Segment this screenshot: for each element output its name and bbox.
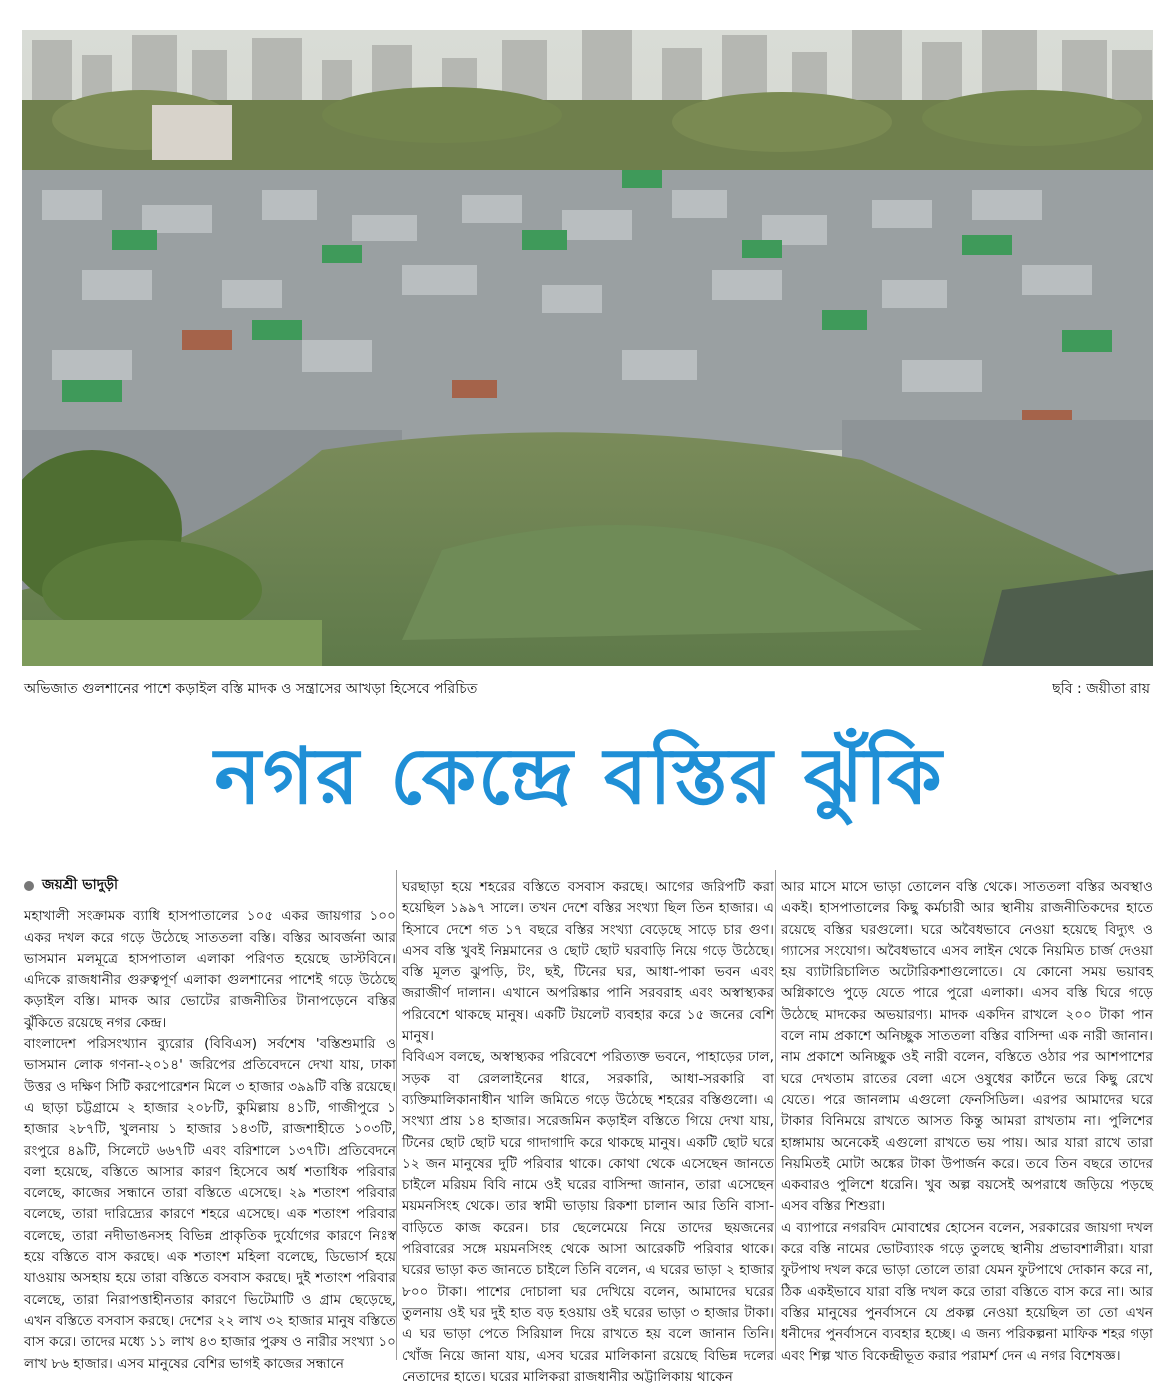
paragraph: বাংলাদেশ পরিসংখ্যান ব্যুরোর (বিবিএস) সর্বশেষ 'বস্তিশুমারি ও ভাসমান লোক গণনা-২০১৪' জরিপের প্রতিবেদনে দেখা যায়, ঢাকা উত্তর ও দক্ষিণ সিটি করপোরেশন মিলে ৩ হাজার ৩৯৯টি বস্তি রয়েছে। এ ছাড়া চট্টগ্রামে ২ হাজার ২০৮টি, কুমিল্লায় ৪১টি, গাজীপুরে ১ হাজার ২৮৭টি, খুলনায় ১ হাজার ১৪৩টি, রাজশাহীতে ১০৩টি, রংপুরে ৪৯টি, সিলেটে ৬৬৭টি এবং বরিশালে ১৩৭টি। প্রতিবেদনে বলা হয়েছে, বস্তিতে আসার কারণ হিসেবে অর্ধ শতাধিক পরিবার বলেছে, কাজের সন্ধানে তারা বস্তিতে এসেছে। ২৯ শতাংশ পরিবার বলেছে, তারা দারিদ্র্যের কারণে শহরে এসেছে। এক শতাংশ পরিবার বলেছে, তারা নদীভাঙনসহ বিভিন্ন প্রাকৃতিক দুর্যোগের কারণে নিঃস্ব হয়ে বস্তিতে বাস করছে। এক শতাংশ মহিলা বলেছে, ডিভোর্স হয়ে যাওয়ায় অসহায় হয়ে তারা বস্তিতে বসবাস করছে। দুই শতাংশ পরিবার বলেছে, তারা নিরাপত্তাহীনতার কারণে ভিটেমাটি ও গ্রাম ছেড়েছে, এখন বস্তিতে বসবাস করছে। দেশের ২২ লাখ ৩২ হাজার মানুষ বস্তিতে বাস করে। তাদের মধ্যে ১১ লাখ ৪৩ হাজার পুরুষ ও নারীর সংখ্যা ১০ লাখ ৮৬ হাজার। এসব মানুষের বেশির ভাগই কাজের সন্ধানে [24,1036,396,1372]
paragraph: এ ব্যাপারে নগরবিদ মোবাশ্বের হোসেন বলেন, সরকারের জায়গা দখল করে বস্তি নামের ভোটব্যাংক গড়ে তুলছে স্থানীয় প্রভাবশালীরা। যারা ফুটপাথ দখল করে ভাড়া তোলে তারা যেমন ফুটপাথে দোকান করে না, ঠিক একইভাবে যারা বস্তি দখল করে তারা বস্তিতে বাস করে না। আর বস্তির মানুষের পুনর্বাসনে যে প্রকল্প নেওয়া হয়েছিল তা তো এখন ধনীদের পুনর্বাসনে ব্যবহার হচ্ছে। এ জন্য পরিকল্পনা মাফিক শহর গড়া এবং শিল্প খাত বিকেন্দ্রীভূত করার পরামর্শ দেন এ নগর বিশেষজ্ঞ। [781,1219,1153,1364]
author-name: জয়শ্রী ভাদুড়ী [42,877,119,893]
paragraph: আর মাসে মাসে ভাড়া তোলেন বস্তি থেকে। সাততলা বস্তির অবস্থাও একই। হাসপাতালের কিছু কর্মচারী আর স্থানীয় রাজনীতিকদের হাতে রয়েছে বস্তির ঘরগুলো। ঘরে অবৈধভাবে নেওয়া হয়েছে বিদ্যুৎ ও গ্যাসের সংযোগ। অবৈধভাবে এসব লাইন থেকে নিয়মিত চার্জ দেওয়া হয় ব্যাটারিচালিত অটোরিকশাগুলোতে। যে কোনো সময় ভয়াবহ অগ্নিকাণ্ডে পুড়ে যেতে পারে পুরো এলাকা। এসব বস্তি ঘিরে গড়ে উঠেছে মাদকের অভয়ারণ্য। মাদক একদিন রাখলে ২০০ টাকা পান বলে নাম প্রকাশে অনিচ্ছুক সাততলা বস্তির বাসিন্দা এক নারী জানান। নাম প্রকাশে অনিচ্ছুক ওই নারী বলেন, বস্তিতে ওঠার পর আশপাশের ঘরে দেখতাম রাতের বেলা এসে ওষুধের কার্টনে ভরে কিছু রেখে যেতে। পরে জানলাম এগুলো ফেনসিডিল। এরপর আমাদের ঘরে টাকার বিনিময়ে রাখতে আসত কিন্তু আমরা রাখতাম না। পুলিশের হাঙ্গামায় অনেকেই এগুলো রাখতে ভয় পায়। আর যারা রাখে তারা নিয়মিতই মোটা অঙ্কের টাকা উপার্জন করে। তবে তিন বছরে তাদের একবারও পুলিশে ধরেনি। খুব অল্প বয়সেই অপরাধে জড়িয়ে পড়ছে এসব বস্তির শিশুরা। [781,879,1153,1215]
column-divider [775,870,776,1360]
slum-aerial-photo [22,30,1153,666]
byline [24,875,396,896]
photo-credit: ছবি : জয়ীতা রায় [1052,681,1150,697]
photo-caption: অভিজাত গুলশানের পাশে কড়াইল বস্তি মাদক ও সন্ত্রাসের আখড়া হিসেবে পরিচিত [24,681,478,697]
paragraph: ঘরছাড়া হয়ে শহরের বস্তিতে বসবাস করছে। আগের জরিপটি করা হয়েছিল ১৯৯৭ সালে। তখন দেশে বস্তির সংখ্যা ছিল তিন হাজার। এ হিসাবে দেশে গত ১৭ বছরে বস্তির সংখ্যা বেড়েছে সাড়ে চার গুণ। এসব বস্তি খুবই নিম্নমানের ও ছোট ছোট ঘরবাড়ি নিয়ে গড়ে উঠেছে। বস্তি মূলত ঝুপড়ি, টং, ছই, টিনের ঘর, আধা-পাকা ভবন এবং জরাজীর্ণ দালান। এখানে অপরিষ্কার পানি সরবরাহ এবং অস্বাস্থ্যকর পরিবেশে থাকছে মানুষ। একটি টয়লেট ব্যবহার করে ১৫ জনের বেশি মানুষ। [402,879,774,1045]
article-column-2 [402,877,774,1388]
article-column-1 [24,875,396,1375]
bullet-icon [24,881,34,891]
paragraph: বিবিএস বলছে, অস্বাস্থ্যকর পরিবেশে পরিত্যক্ত ভবনে, পাহাড়ের ঢাল, সড়ক বা রেললাইনের ধারে, সরকারি, আধা-সরকারি বা ব্যক্তিমালিকানাধীন খালি জমিতে গড়ে উঠেছে শহরের বস্তিগুলো। এ সংখ্যা প্রায় ১৪ হাজার। সরেজমিন কড়াইল বস্তিতে গিয়ে দেখা যায়, টিনের ছোট ছোট ঘরে গাদাগাদি করে থাকছে মানুষ। একটি ছোট ঘরে ১২ জন মানুষের দুটি পরিবার থাকে। কোথা থেকে এসেছেন জানতে চাইলে মরিয়ম বিবি নামে ওই ঘরের বাসিন্দা জানান, তারা এসেছেন ময়মনসিংহ থেকে। তার স্বামী ভাড়ায় রিকশা চালান আর তিনি বাসা-বাড়িতে কাজ করেন। চার ছেলেমেয়ে নিয়ে তাদের ছয়জনের পরিবারের সঙ্গে ময়মনসিংহ থেকে আসা আরেকটি পরিবার থাকে। ঘরের ভাড়া কত জানতে চাইলে তিনি বলেন, এ ঘরের ভাড়া ২ হাজার ৮০০ টাকা। পাশের দোচালা ঘর দেখিয়ে বলেন, আমাদের ঘরের তুলনায় ওই ঘর দুই হাত বড় হওয়ায় ওই ঘরের ভাড়া ৩ হাজার টাকা। এ ঘর ভাড়া পেতে সিরিয়াল দিয়ে রাখতে হয় বলে জানান তিনি। খোঁজ নিয়ে জানা যায়, এসব ঘরের মালিকানা রয়েছে বিভিন্ন দলের নেতাদের হাতে। ঘরের মালিকরা রাজধানীর অট্টালিকায় থাকেন [402,1049,774,1385]
paragraph: মহাখালী সংক্রামক ব্যাধি হাসপাতালের ১০৫ একর জায়গার ১০০ একর দখল করে গড়ে উঠেছে সাততলা বস্তি। বস্তির আবর্জনা আর ভাসমান মলমূত্রে হাসপাতাল এলাকা পরিণত হয়েছে ডাস্টবিনে। এদিকে রাজধানীর গুরুত্বপূর্ণ এলাকা গুলশানের পাশেই গড়ে উঠেছে কড়াইল বস্তি। মাদক আর ভোটের রাজনীতির টানাপড়েনে বস্তির ঝুঁকিতে রয়েছে নগর কেন্দ্র। [24,908,396,1031]
article-headline: নগর কেন্দ্রে বস্তির ঝুঁকি [214,732,944,822]
article-column-3 [781,877,1153,1367]
column-divider [396,870,397,1360]
